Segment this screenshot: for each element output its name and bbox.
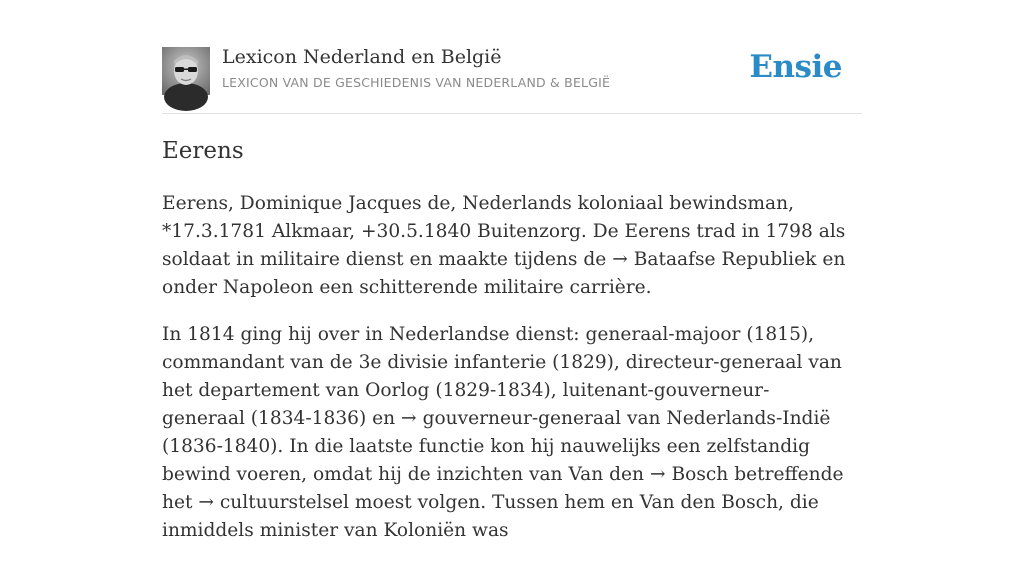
arrow-right-icon: → bbox=[198, 492, 214, 513]
ensie-logo[interactable]: Ensie bbox=[749, 49, 842, 85]
paragraph-text: In 1814 ging hij over in Nederlandse dienst: generaal-majoor (1815), commandant van de 3e divisie infanterie (1829), directeur-generaal van het departement van Oorlog (1829-1834), luitenant-gouverneur-generaal (1834-1836) en bbox=[162, 324, 842, 429]
paragraph-text: betreffende het bbox=[162, 464, 844, 513]
avatar-portrait-icon bbox=[162, 47, 210, 95]
article-title: Eerens bbox=[162, 138, 244, 164]
link-gouverneur-generaal[interactable]: gouverneur-generaal van Nederlands-Indië bbox=[422, 408, 831, 429]
lexicon-header bbox=[162, 46, 862, 96]
article-body bbox=[162, 190, 852, 564]
arrow-right-icon: → bbox=[612, 249, 628, 270]
header-divider bbox=[162, 113, 862, 114]
paragraph-text: en onder Napoleon een schitterende militaire carrière. bbox=[162, 249, 846, 298]
paragraph-1 bbox=[162, 190, 852, 302]
lexicon-name[interactable]: Lexicon Nederland en België bbox=[222, 46, 502, 68]
arrow-right-icon: → bbox=[649, 464, 666, 485]
paragraph-text: Eerens, Dominique Jacques de, Nederlands koloniaal bewindsman, *17.3.1781 Alkmaar, +30.5.1840 Buitenzorg. De Eerens trad in 1798 als soldaat in militaire dienst en maakte tijdens de bbox=[162, 193, 846, 270]
author-avatar[interactable] bbox=[162, 47, 210, 95]
link-cultuurstelsel[interactable]: cultuurstelsel bbox=[219, 492, 349, 513]
paragraph-text: moest volgen. Tussen hem en Van den Bosch, die inmiddels minister van Koloniën was bbox=[162, 492, 819, 541]
lexicon-subtitle: LEXICON VAN DE GESCHIEDENIS VAN NEDERLAND & BELGIË bbox=[222, 75, 611, 90]
link-bataafse-republiek[interactable]: Bataafse Republiek bbox=[633, 249, 817, 270]
arrow-right-icon: → bbox=[401, 408, 417, 429]
paragraph-2 bbox=[162, 321, 852, 545]
paragraph-text: (1836-1840). In die laatste functie kon hij nauwelijks een zelfstandig bewind voeren, omdat hij de inzichten van Van den bbox=[162, 436, 810, 485]
link-bosch[interactable]: Bosch bbox=[671, 464, 729, 485]
